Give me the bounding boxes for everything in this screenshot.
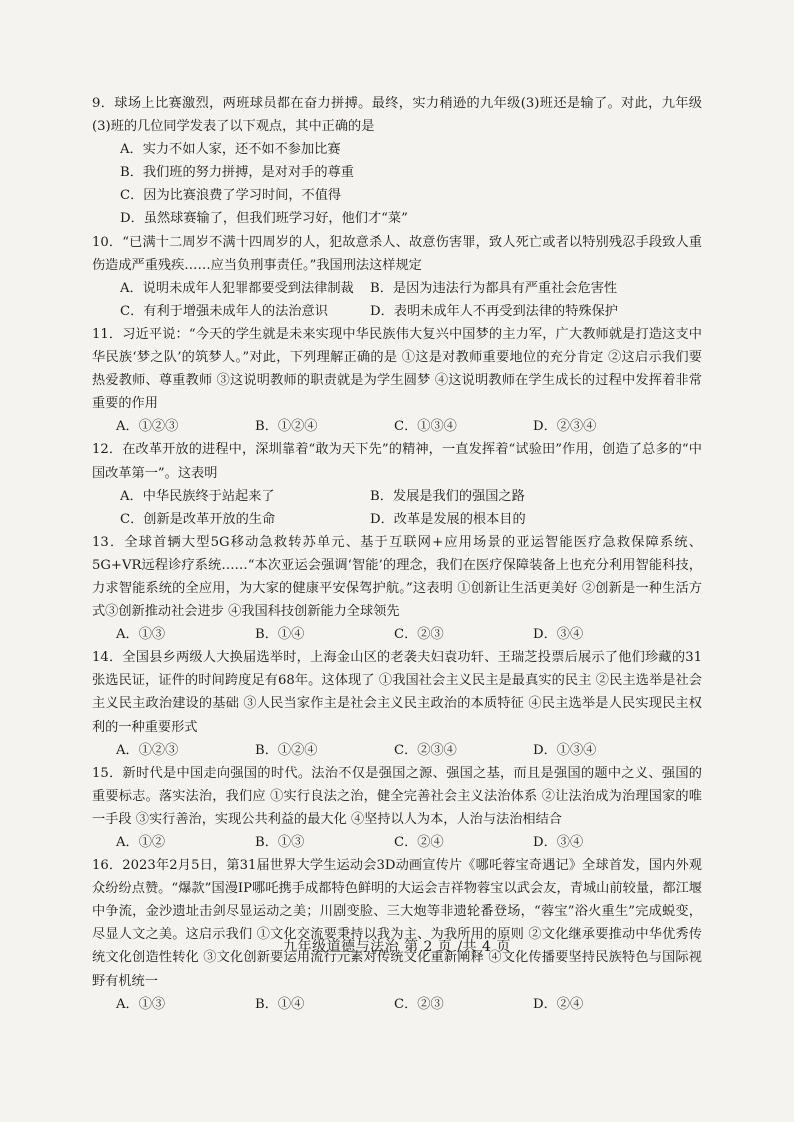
question-stem: 16．2023年2月5日，第31届世界大学生运动会3D动画宣传片《哪吒蓉宝奇遇记》全球首发，国内外观众纷纷点赞。“爆款”国漫IP哪吒携手成都特色鲜明的大运会吉祥物蓉宝以武会友，青城山前较量，都江堰中争流，金沙遗址击剑尽显运动之美；川剧变脸、三大炮等非遗轮番登场，“蓉宝”浴火重生”完成蜕变，尽显人文之美。这启示我们 ①文化交流要秉持以我为主、为我所用的原则 ②文化继承要推动中华优秀传统文化创造性转化 ③文化创新要运用流行元素对传统文化重新阐释 ④文化传播要坚持民族特色与国际视野有机统一 [92,858,702,989]
option-a: A．①③ [116,996,166,1012]
option-c: C．②③ [394,996,444,1012]
question-16 [92,854,702,1016]
question-stem: 12．在改革开放的进程中，深圳靠着“敢为天下先”的精神，一直发挥着“试验田”作用，创造了总多的“中国改革第一”。这表明 [92,442,702,481]
option-d: D．③④ [533,627,584,643]
page-footer: 九年级道德与法治 第 2 页 /共 4 页 [283,939,511,955]
question-9 [92,92,702,231]
option-d: D．③④ [533,835,584,850]
options-row [92,993,702,1016]
option-b: B．①②④ [255,419,318,435]
options-row [92,739,702,762]
question-stem: 14．全国县乡两级人大换届选举时，上海金山区的老袭夫妇袁功轩、王瑞芝投票后展示了他们珍藏的31张选民证，证件的时间跨度足有68年。这体现了 ①我国社会主义民主是最真实的民主 ②民主选举是社会主义民主政治建设的基础 ③人民当家作主是社会主义民主政治的本质特征 ④民主选举是人民实现民主权利的一种重要形式 [92,650,702,735]
option-b: B．①④ [255,627,305,643]
question-13 [92,531,702,646]
question-11 [92,323,702,438]
option-b: B．是因为违法行为都具有严重社会危害性 [370,280,618,296]
option-d: D．②④ [533,996,584,1012]
option-c: C．①③④ [394,419,457,435]
question-stem: 13．全球首辆大型5G移动急救转苏单元、基于互联网+应用场景的亚运智能医疗急救保障系统、5G+VR远程诊疗系统……“本次亚运会强调‘智能’的理念，我们在医疗保障装备上也充分利用智能科技，力求智能系统的全应用，为大家的健康平安保驾护航。”这表明 ①创新让生活更美好 ②创新是一种生活方式③创新推动社会进步 ④我国科技创新能力全球领先 [92,534,702,620]
option-c: C．②③④ [394,742,457,758]
option-b: B．发展是我们的强国之路 [370,488,525,504]
option-d: D．①③④ [533,742,597,758]
options-grid [92,485,702,531]
question-14 [92,646,702,761]
option-d: D．改革是发展的根本目的 [370,511,526,527]
option-d: D．虽然球赛输了，但我们班学习好，他们才“菜” [120,211,408,227]
question-stem: 9．球场上比赛激烈，两班球员都在奋力拼搏。最终，实力稍逊的九年级(3)班还是输了。对此，九年级(3)班的几位同学发表了以下观点，其中正确的是 [92,96,702,135]
options-grid [92,277,702,323]
question-15 [92,762,702,854]
exam-page [92,92,702,1016]
option-a: A．①③ [116,627,166,643]
options-row [92,415,702,438]
option-c: C．创新是改革开放的生命 [120,511,276,527]
option-a: A．①②③ [116,742,179,758]
options-row [92,623,702,646]
option-d: D．表明未成年人不再受到法律的特殊保护 [370,303,618,319]
option-b: B．①④ [255,996,305,1012]
question-stem: 10．“已满十二周岁不满十四周岁的人，犯故意杀人、故意伤害罪，致人死亡或者以特别残忍手段致人重伤造成严重残疾……应当负刑事责任。”我国刑法这样规定 [92,234,702,273]
option-b: B．①③ [255,835,305,850]
option-c: C．②④ [394,835,444,850]
option-b: B．我们班的努力拼搏，是对对手的尊重 [120,165,354,181]
option-a: A．说明未成年人犯罪都要受到法律制裁 [120,280,354,296]
option-c: C．②③ [394,627,444,643]
option-c: C．因为比赛浪费了学习时间，不值得 [120,188,342,204]
option-a: A．中华民族终于站起来了 [120,488,275,504]
option-b: B．①②④ [255,742,318,758]
question-10 [92,231,702,323]
option-c: C．有利于增强未成年人的法治意识 [120,303,328,319]
options-row [92,831,702,854]
option-a: A．①②③ [116,419,179,435]
option-a: A．实力不如人家，还不如不参加比赛 [120,142,341,158]
question-stem: 15．新时代是中国走向强国的时代。法治不仅是强国之源、强国之基，而且是强国的题中之义、强国的重要标志。落实法治，我们应 ①实行良法之治，健全完善社会主义法治体系 ②让法治成为治理国家的唯一手段 ③实行善治，实现公共利益的最大化 ④坚持以人为本，人治与法治相结合 [92,765,702,827]
question-12 [92,438,702,530]
option-a: A．①② [116,835,166,850]
option-d: D．②③④ [533,419,597,435]
question-stem: 11．习近平说：“今天的学生就是未来实现中华民族伟大复兴中国梦的主力军，广大教师就是打造这支中华民族‘梦之队’的筑梦人。”对此，下列理解正确的是 ①这是对教师重要地位的充分肯定 ②这启示我们要热爱教师、尊重教师 ③这说明教师的职责就是为学生圆梦 ④这说明教师在学生成长的过程中发挥着非常重要的作用 [92,326,702,412]
